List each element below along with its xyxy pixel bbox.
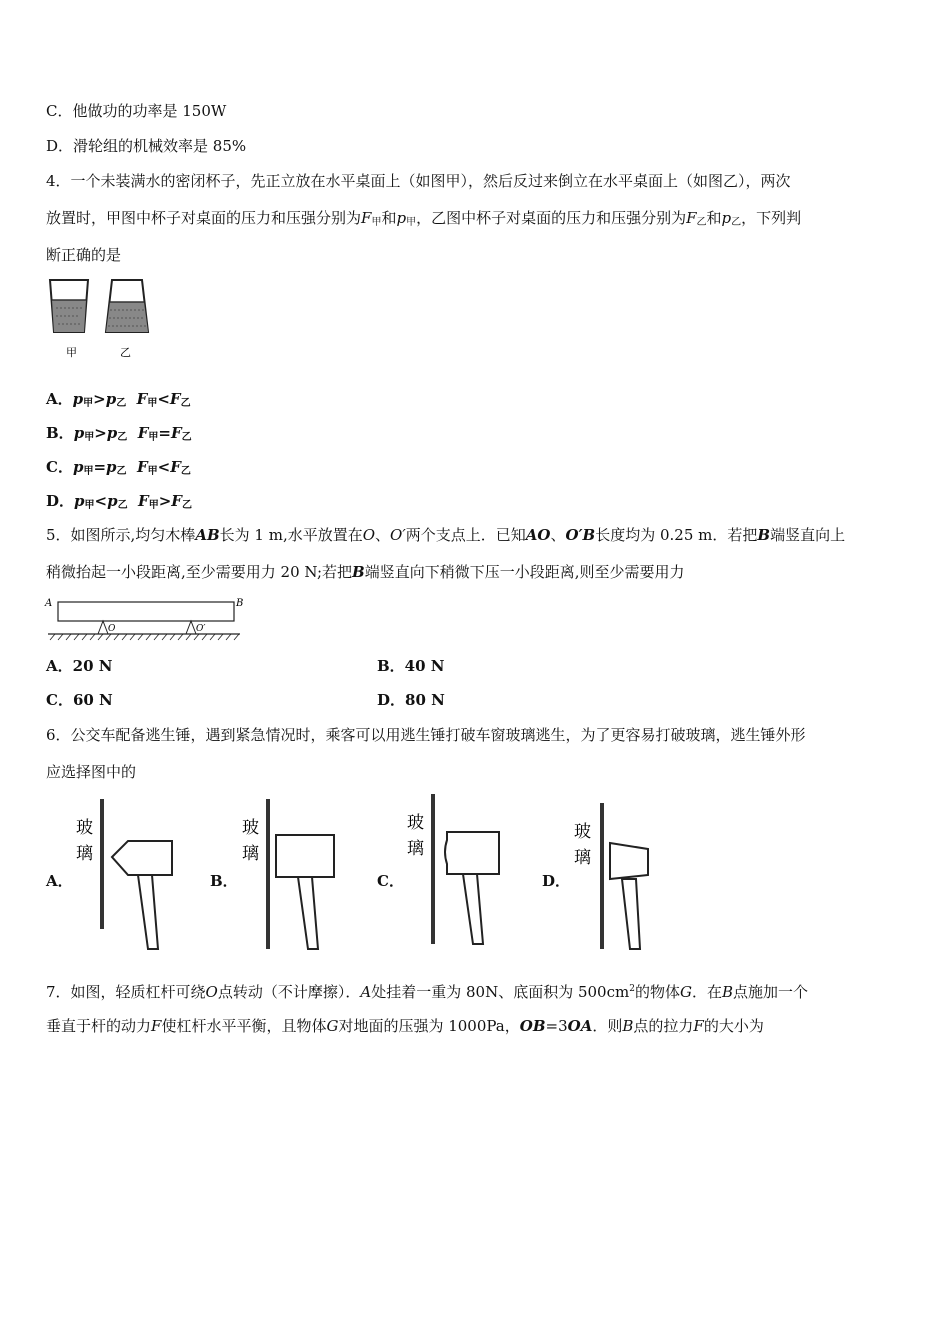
q5-option-a[interactable]: A．20 N <box>46 657 113 675</box>
q4-stem-line3: 断正确的是 <box>46 246 122 264</box>
q7-stem-line2: 垂直于杆的动力F使杠杆水平平衡，且物体G对地面的压强为 1000Pa，OB=3OA．则B点的拉力F的大小为 <box>46 1017 764 1035</box>
glass-char-2: 璃 <box>242 844 259 864</box>
q7-stem-line1: 7．如图，轻质杠杆可绕O点转动（不计摩擦）．A处挂着一重为 80N、底面积为 $500cm^2$的物体G．在B点施加一个 <box>46 983 809 1001</box>
hammer-a-figure[interactable] <box>70 795 178 955</box>
beam-label-b: B <box>236 598 244 609</box>
beam-label-a: A <box>45 598 53 609</box>
glass-char-1: 玻 <box>76 818 93 838</box>
glass-char-1: 玻 <box>574 822 591 842</box>
glass-char-1: 玻 <box>407 813 424 833</box>
hammer-head-flat <box>276 835 334 877</box>
q4-stem-line1: 4．一个未装满水的密闭杯子，先正立放在水平桌面上（如图甲），然后反过来倒立在水平桌面上（如图乙），两次 <box>46 172 791 190</box>
glass-char-2: 璃 <box>407 839 424 859</box>
glass-pane-c <box>431 794 435 944</box>
wood-beam <box>58 602 234 621</box>
support-label-o: O <box>108 624 116 634</box>
glass-char-2: 璃 <box>574 848 591 868</box>
hammer-handle-a <box>138 875 158 949</box>
hammer-handle-b <box>298 877 318 949</box>
q4-stem-line2: 放置时，甲图中杯子对桌面的压力和压强分别为$F_甲$和$p_甲$，乙图中杯子对桌面的压力和压强分别为$F_乙$和$p_乙$，下列判 <box>46 209 802 228</box>
q4-option-c[interactable]: C．$p_甲=p_乙$ $F_甲<F_乙$ <box>46 458 191 477</box>
hammer-head-pointed <box>112 841 172 875</box>
hammer-head-tapered <box>610 843 648 879</box>
hammer-b-figure[interactable] <box>236 795 344 955</box>
q5-option-c[interactable]: C．60 N <box>46 691 113 709</box>
support-label-o-prime: O′ <box>196 624 206 634</box>
q5-option-b[interactable]: B．40 N <box>377 657 445 675</box>
q5-stem-line2: 稍微抬起一小段距离,至少需要用力 20 N;若把B端竖直向下稍微下压一小段距离,则至少需要用力 <box>46 563 685 581</box>
q6-option-d-label[interactable]: D． <box>542 872 571 890</box>
hammer-head-round <box>445 832 499 874</box>
option-c-prev: C．他做功的功率是 150W <box>46 102 227 120</box>
ground-hatch <box>50 634 239 640</box>
option-d-prev: D．滑轮组的机械效率是 85% <box>46 137 247 155</box>
q5-option-d[interactable]: D．80 N <box>377 691 445 709</box>
fig-label-yi: 乙 <box>120 346 131 359</box>
support-o-prime <box>186 621 196 634</box>
beam-figure <box>42 594 246 646</box>
q5-stem-line1: 5．如图所示,均匀木棒AB长为 1 m,水平放置在O、O′两个支点上．已知AO、O′B长度均为 0.25 m．若把B端竖直向上 <box>46 526 846 544</box>
cup-inverted <box>106 280 148 332</box>
hammer-handle-c <box>463 874 483 944</box>
hammer-d-figure[interactable] <box>568 795 676 955</box>
q6-stem-line2: 应选择图中的 <box>46 763 137 781</box>
hammer-c-figure[interactable] <box>403 790 511 955</box>
glass-char-1: 玻 <box>242 818 259 838</box>
cups-figure <box>46 276 156 360</box>
q4-option-b[interactable]: B．$p_甲>p_乙$ $F_甲=F_乙$ <box>46 424 192 443</box>
q4-option-a[interactable]: A．$p_甲>p_乙$ $F_甲<F_乙$ <box>46 390 191 409</box>
q6-option-b-label[interactable]: B． <box>210 872 238 890</box>
glass-char-2: 璃 <box>76 844 93 864</box>
glass-pane-b <box>266 799 270 949</box>
glass-pane-d <box>600 803 604 949</box>
cup-upright <box>50 280 88 332</box>
hammer-handle-d <box>622 879 640 949</box>
q4-option-d[interactable]: D．$p_甲<p_乙$ $F_甲>F_乙$ <box>46 492 192 511</box>
q6-stem-line1: 6．公交车配备逃生锤，遇到紧急情况时，乘客可以用逃生锤打破车窗玻璃逃生，为了更容易打破玻璃，逃生锤外形 <box>46 726 806 744</box>
support-o <box>98 621 108 634</box>
fig-label-jia: 甲 <box>66 346 77 359</box>
glass-pane-a <box>100 799 104 929</box>
q6-option-c-label[interactable]: C． <box>377 872 404 890</box>
q6-option-a-label[interactable]: A． <box>46 872 73 890</box>
